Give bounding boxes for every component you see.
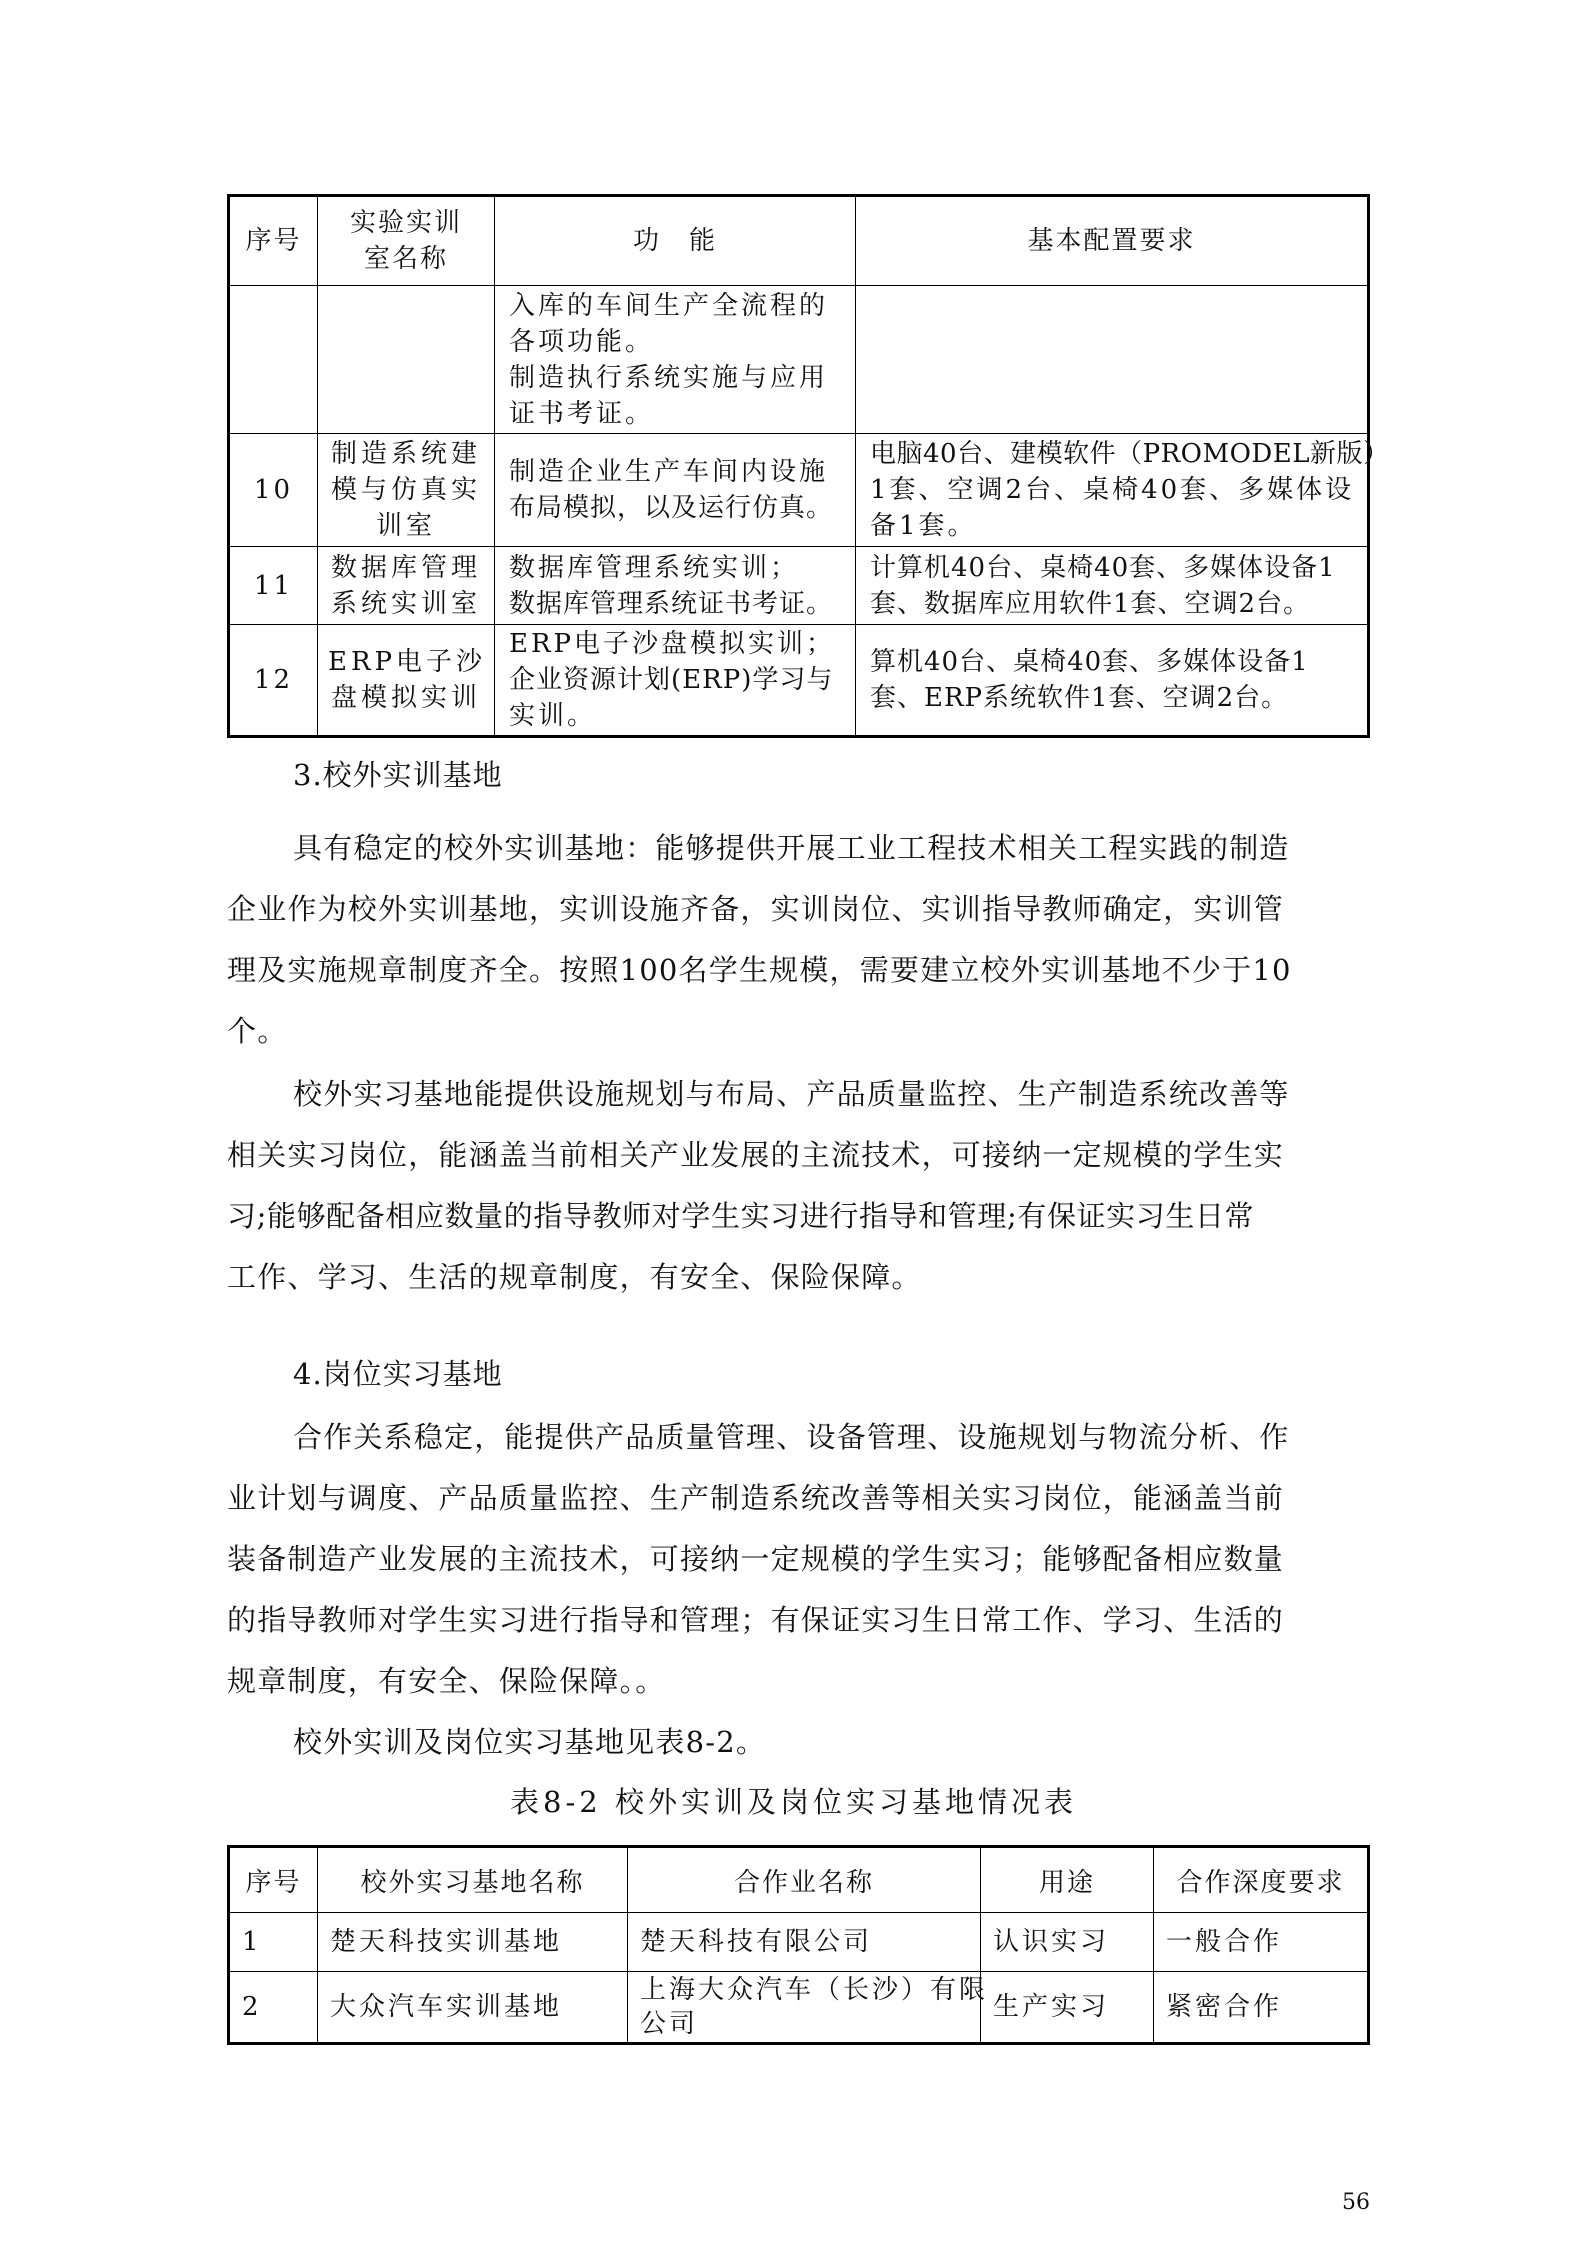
table-header-row bbox=[229, 196, 1369, 286]
row-lab-name: 制造系统建 模与仿真实 训室 bbox=[318, 434, 495, 547]
row-function: 制造企业生产车间内设施 布局模拟，以及运行仿真。 bbox=[495, 434, 856, 547]
table-header-row bbox=[229, 1847, 1369, 1913]
row-function: 数据库管理系统实训； 数据库管理系统证书考证。 bbox=[495, 547, 856, 625]
row-use: 生产实习 bbox=[981, 1972, 1154, 2044]
table-caption: 表8-2 校外实训及岗位实习基地情况表 bbox=[510, 1785, 1077, 1819]
table-row bbox=[229, 547, 1369, 625]
row-no: 11 bbox=[229, 547, 318, 625]
header-company: 合作业名称 bbox=[628, 1847, 981, 1913]
row-company: 楚天科技有限公司 bbox=[628, 1913, 981, 1972]
row-config: 电脑40台、建模软件（PROMODEL新版） 1套、空调2台、桌椅40套、多媒体设 备1套。 bbox=[856, 434, 1369, 547]
offcampus-base-table bbox=[227, 1845, 1370, 2045]
row-no bbox=[229, 286, 318, 434]
row-lab-name bbox=[318, 286, 495, 434]
row-use: 认识实习 bbox=[981, 1913, 1154, 1972]
row-function: 入库的车间生产全流程的 各项功能。 制造执行系统实施与应用 证书考证。 bbox=[495, 286, 856, 434]
header-no: 序号 bbox=[229, 196, 318, 286]
row-company: 上海大众汽车（长沙）有限 公司 bbox=[628, 1972, 981, 2044]
section-heading-offcampus-training: 3.校外实训基地 bbox=[293, 758, 503, 792]
section-heading-post-internship: 4.岗位实习基地 bbox=[293, 1357, 503, 1391]
table-row bbox=[229, 1972, 1369, 2044]
header-depth: 合作深度要求 bbox=[1154, 1847, 1369, 1913]
page-number: 56 bbox=[1342, 2190, 1370, 2215]
table-row bbox=[229, 286, 1369, 434]
paragraph-offcampus-base-cont: 企业作为校外实训基地，实训设施齐备，实训岗位、实训指导教师确定，实训管 理及实施规章制度齐全。按照100名学生规模，需要建立校外实训基地不少于10 个。 bbox=[227, 892, 1292, 1048]
header-no: 序号 bbox=[229, 1847, 318, 1913]
paragraph-post-internship-cont: 业计划与调度、产品质量监控、生产制造系统改善等相关实习岗位，能涵盖当前 装备制造产业发展的主流技术，可接纳一定规模的学生实习；能够配备相应数量 的指导教师对学生实习进行指导和管理；有保证实习生日常工作、学习、生活的 规章制度，有安全、保险保障。。 bbox=[227, 1481, 1285, 1698]
row-no: 12 bbox=[229, 625, 318, 737]
row-depth: 一般合作 bbox=[1154, 1913, 1369, 1972]
row-lab-name: 数据库管理 系统实训室 bbox=[318, 547, 495, 625]
row-config: 计算机40台、桌椅40套、多媒体设备1 套、数据库应用软件1套、空调2台。 bbox=[856, 547, 1369, 625]
row-lab-name: ERP电子沙 盘模拟实训 bbox=[318, 625, 495, 737]
table-row bbox=[229, 1913, 1369, 1972]
header-function: 功 能 bbox=[495, 196, 856, 286]
row-function: ERP电子沙盘模拟实训； 企业资源计划(ERP)学习与 实训。 bbox=[495, 625, 856, 737]
row-base-name: 楚天科技实训基地 bbox=[318, 1913, 628, 1972]
row-no: 1 bbox=[229, 1913, 318, 1972]
paragraph-post-internship: 合作关系稳定，能提供产品质量管理、设备管理、设施规划与物流分析、作 bbox=[293, 1420, 1290, 1454]
row-depth: 紧密合作 bbox=[1154, 1972, 1369, 2044]
paragraph-offcampus-base: 具有稳定的校外实训基地：能够提供开展工业工程技术相关工程实践的制造 bbox=[293, 831, 1290, 865]
lab-equipment-table bbox=[227, 194, 1390, 738]
header-lab-name: 实验实训室名称 bbox=[318, 196, 495, 286]
paragraph-internship-base-cont: 相关实习岗位，能涵盖当前相关产业发展的主流技术，可接纳一定规模的学生实 习;能够配备相应数量的指导教师对学生实习进行指导和管理;有保证实习生日常 工作、学习、生活的规章制度，有安全、保险保障。 bbox=[227, 1138, 1285, 1294]
table-row bbox=[229, 625, 1369, 737]
paragraph-internship-base: 校外实习基地能提供设施规划与布局、产品质量监控、生产制造系统改善等 bbox=[293, 1077, 1290, 1111]
header-use: 用途 bbox=[981, 1847, 1154, 1913]
paragraph-table-reference: 校外实训及岗位实习基地见表8-2。 bbox=[293, 1725, 767, 1759]
row-config bbox=[856, 286, 1369, 434]
row-base-name: 大众汽车实训基地 bbox=[318, 1972, 628, 2044]
row-config: 算机40台、桌椅40套、多媒体设备1 套、ERP系统软件1套、空调2台。 bbox=[856, 625, 1369, 737]
row-no: 2 bbox=[229, 1972, 318, 2044]
header-base-name: 校外实习基地名称 bbox=[318, 1847, 628, 1913]
row-no: 10 bbox=[229, 434, 318, 547]
table-row bbox=[229, 434, 1369, 547]
header-config: 基本配置要求 bbox=[856, 196, 1369, 286]
